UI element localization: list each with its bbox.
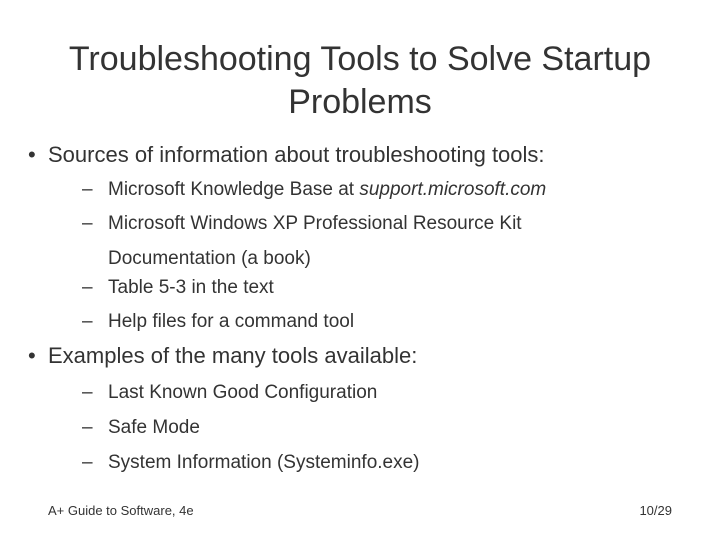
bullet-examples-heading <box>28 343 418 369</box>
dash-marker: – <box>82 382 93 403</box>
dash-marker: – <box>82 311 93 332</box>
sub-item-safe-mode <box>82 416 200 439</box>
sub-item-emphasis: support.microsoft.com <box>359 179 547 200</box>
sub-item-text: Last Known Good Configuration <box>108 382 378 403</box>
slide-title-line-2: Problems <box>288 83 432 121</box>
slide-title-line-1: Troubleshooting Tools to Solve Startup <box>68 40 652 78</box>
sub-item-table <box>82 276 274 299</box>
bullet-text: Sources of information about troubleshooting tools: <box>48 142 545 167</box>
bullet-text: Examples of the many tools available: <box>48 343 418 368</box>
dash-marker: – <box>82 277 93 298</box>
footer-book-title: A+ Guide to Software, 4e <box>48 503 194 518</box>
dash-marker: – <box>82 213 93 234</box>
dash-marker: – <box>82 417 93 438</box>
footer-page-number: 10/29 <box>639 503 672 518</box>
sub-item-resource-kit <box>82 212 522 270</box>
sub-item-text: Microsoft Knowledge Base at <box>108 179 360 200</box>
sub-item-text: Safe Mode <box>108 417 200 438</box>
bullet-marker: • <box>28 142 36 167</box>
sub-item-text: System Information (Systeminfo.exe) <box>108 452 420 473</box>
sub-item-knowledge-base <box>82 178 547 201</box>
sub-item-help-files <box>82 310 355 333</box>
bullet-marker: • <box>28 343 36 368</box>
sub-item-text-line-2: Documentation (a book) <box>108 248 311 269</box>
bullet-sources-heading <box>28 142 545 168</box>
sub-item-system-information <box>82 451 420 474</box>
sub-item-text-line-1: Microsoft Windows XP Professional Resource Kit <box>108 213 522 234</box>
slide-title <box>20 38 700 124</box>
sub-item-text: Table 5-3 in the text <box>108 277 274 298</box>
sub-item-last-known-good <box>82 381 378 404</box>
dash-marker: – <box>82 179 93 200</box>
sub-item-text: Help files for a command tool <box>108 311 355 332</box>
dash-marker: – <box>82 452 93 473</box>
